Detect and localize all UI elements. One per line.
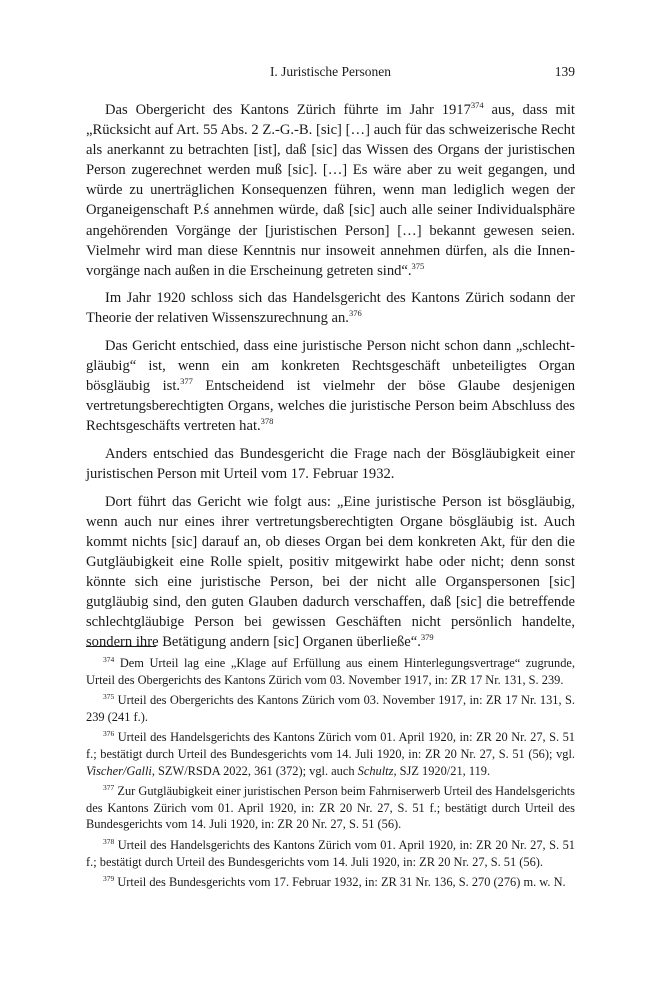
footnote-separator (86, 646, 156, 647)
footnote-marker: 375 (411, 260, 425, 271)
footnote-marker: 374 (470, 100, 484, 110)
paragraph: Das Obergericht des Kantons Zürich führte im Jahr 1917$^{374}$ aus, dass mit „Rücksicht auf Art. 55 Abs. 2 Z.-G.-B. [sic] […] auch für das schweizerische Recht als anerkannt zu betrachten [ist], daß [sic] das Wissen des Organs der juristischen Person zugerechnet werden muß [sic]. […] Es wäre aber zu weit gegangen, und würde zu unerträglichen Konsequenzen führen, wenn man lediglich wegen der Organeigenschaft P.ś annehmen würde, daß [sic] auch alle seiner Individualsphäre angehörenden Vorgänge der [juristischen Person] […] bekannt gewesen seien. Vielmehr wird man diese Kenntnis nur insoweit annehmen dürfen, als die Innenvorgänge nach außen in die Erscheinung getreten sind“.$^{375}$ (86, 100, 575, 279)
cited-author: Schultz (357, 763, 394, 778)
footnote: $^{376}$ Urteil des Handelsgerichts des Kantons Zürich vom 01. April 1920, in: ZR 20 Nr. 27, S. 51 f.; bestätigt durch Urteil des Bundesgerichts vom 14. Juli 1920, in: ZR 20 Nr. 27, S. 51 (56); vgl. Vischer/Galli, SZW/RSDA 2022, 361 (372); vgl. auch Schultz, SJZ 1920/21, 119. (86, 729, 575, 778)
paragraph: Anders entschied das Bundesgericht die Frage nach der Bösgläubigkeit einer juristischen Person mit Urteil vom 17. Februar 1932. (86, 446, 575, 483)
footnote: $^{378}$ Urteil des Handelsgerichts des Kantons Zürich vom 01. April 1920, in: ZR 20 Nr. 27, S. 51 f.; bestätigt durch Urteil des Bundesgerichts vom 14. Juli 1920, in: ZR 20 Nr. 27, S. 51 (56). (86, 836, 575, 869)
running-header (86, 64, 575, 84)
footnote-number: 379 (103, 874, 115, 884)
footnote-number: 374 (103, 655, 115, 664)
footnote: $^{379}$ Urteil des Bundesgerichts vom 17. Februar 1932, in: ZR 31 Nr. 136, S. 270 (276) m. w. N. (103, 874, 566, 890)
footnote-number: 378 (103, 836, 115, 846)
main-text (86, 100, 575, 660)
page-number: 139 (554, 64, 575, 79)
footnote-marker: 378 (260, 416, 274, 427)
cited-author: Vischer/Galli (86, 763, 152, 778)
footnote-number: 376 (103, 729, 115, 739)
paragraph: Das Gericht entschied, dass eine juristische Person nicht schon dann „schlechtgläubig“ ist, wenn ein am konkreten Rechtsgeschäft unbeteiligtes Organ bösgläubig ist.$^{377}$ Entscheidend ist vielmehr der böse Glaube desjenigen vertretungsberechtigten Organs, welches die juristische Person beim Abschluss des Rechtsgeschäfts vertreten hat.$^{378}$ (86, 338, 575, 435)
footnote-number: 377 (103, 783, 115, 793)
footnote-marker: 376 (348, 308, 362, 319)
paragraph: Dort führt das Gericht wie folgt aus: „Eine juristische Person ist bösgläubig, wenn auch nur eines ihrer vertretungsberechtigten Organe bösgläubig ist. Auch kommt nichts [sic] darauf an, ob dieses Organ bei dem konkreten Akt, für den die Gutgläubigkeit eine Rolle spielt, positiv mitgewirkt habe oder nicht; denn sonst könnte sich eine juristische Person, bei der nicht alle Organspersonen [sic] gutgläubig sind, den guten Glauben dadurch verschaffen, daß [sic] die betreffende schlechtgläubige Person bei gewissen Geschäften nicht persönlich handelte, sondern ihre Betätigung andern [sic] Organen überließe“.$^{379}$ (86, 493, 575, 651)
running-title: I. Juristische Personen (269, 64, 392, 79)
footnote-marker: 379 (420, 632, 434, 643)
paragraph: Im Jahr 1920 schloss sich das Handelsgericht des Kantons Zürich sodann der Theorie der relativen Wissenszurechnung an.$^{376}$ (86, 290, 575, 327)
footnote: $^{377}$ Zur Gutgläubigkeit einer juristischen Person beim Fahrniserwerb Urteil des Handelsgerichts des Kantons Zürich vom 01. April 1920, in: ZR 20 Nr. 27, S. 51 f.; bestätigt durch Urteil des Bundesgerichts vom 14. Juli 1920, in: ZR 20 Nr. 27, S. 51 (56). (86, 783, 575, 832)
footnotes (86, 655, 575, 895)
footnote-number: 375 (103, 692, 115, 702)
footnote-marker: 377 (180, 376, 193, 387)
footnote: $^{374}$ Dem Urteil lag eine „Klage auf Erfüllung aus einem Hinterlegungsvertrage“ zugrunde, Urteil des Obergerichts des Kantons Zürich vom 03. November 1917, in: ZR 17 Nr. 131, S. 239. (86, 655, 575, 687)
footnote: $^{375}$ Urteil des Obergerichts des Kantons Zürich vom 03. November 1917, in: ZR 17 Nr. 131, S. 239 (241 f.). (86, 692, 575, 724)
